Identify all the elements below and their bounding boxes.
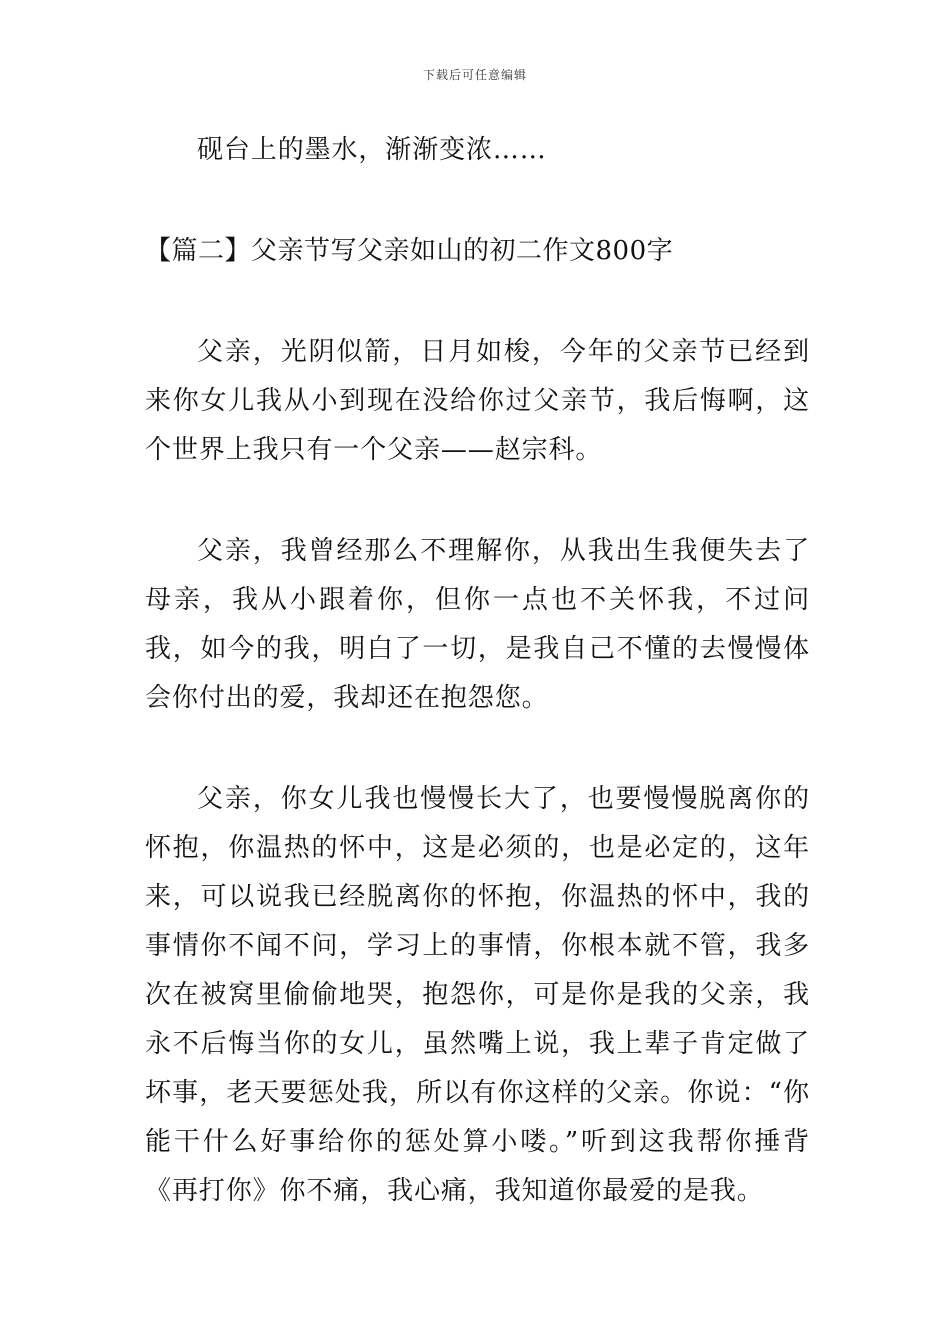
paragraph-1: 父亲，光阴似箭，日月如梭，今年的父亲节已经到来你女儿我从小到现在没给你过父亲节，我后悔啊，这个世界上我只有一个父亲——赵宗科。	[145, 337, 810, 465]
paragraph-3: 父亲，你女儿我也慢慢长大了，也要慢慢脱离你的怀抱，你温热的怀中，这是必须的，也是必定的，这年来，可以说我已经脱离你的怀抱，你温热的怀中，我的事情你不闻不问，学习上的事情，你根本就不管，我多次在被窝里偷偷地哭，抱怨你，可是你是我的父亲，我永不后悔当你的女儿，虽然嘴上说，我上辈子肯定做了坏事，老天要惩处我，所以有你这样的父亲。你说：“你能干什么好事给你的惩处算小喽。”听到这我帮你捶背《再打你》你不痛，我心痛，我知道你最爱的是我。	[145, 784, 810, 1206]
page-header-note: 下载后可任意编辑	[422, 68, 527, 82]
document-body	[145, 126, 810, 1216]
intro-paragraph: 砚台上的墨水，渐渐变浓……	[197, 135, 547, 165]
section-title: 【篇二】父亲节写父亲如山的初二作文800字	[145, 236, 674, 266]
paragraph-2: 父亲，我曾经那么不理解你，从我出生我便失去了母亲，我从小跟着你，但你一点也不关怀我，不过问我，如今的我，明白了一切，是我自己不懂的去慢慢体会你付出的爱，我却还在抱怨您。	[145, 536, 810, 713]
